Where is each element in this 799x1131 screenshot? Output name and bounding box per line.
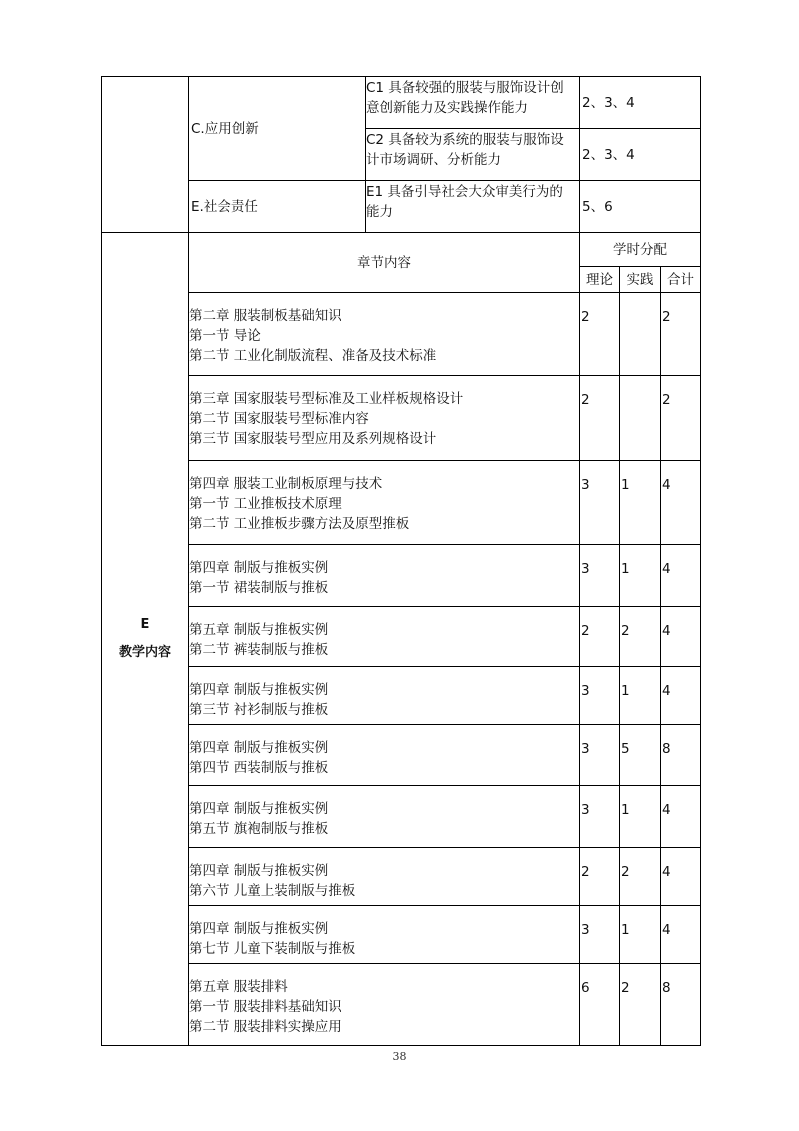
chapter-line: 第一节 服装排料基础知识 [189, 999, 342, 1015]
objective-group-name: E.社会责任 [189, 181, 366, 233]
objective-chapters: 2、3、4 [580, 77, 701, 129]
chapter-content [189, 786, 580, 848]
page-number: 38 [392, 1050, 407, 1063]
chapter-row [102, 786, 701, 848]
chapter-line: 第二节 工业推板步骤方法及原型推板 [189, 516, 410, 532]
practice-header: 实践 [620, 267, 661, 293]
chapter-line: 第一节 裙装制版与推板 [189, 580, 329, 596]
practice-hours [620, 376, 661, 461]
practice-hours: 1 [620, 545, 661, 607]
total-hours: 4 [661, 667, 701, 725]
objective-text [366, 181, 580, 233]
chapter-line: 第二节 裤装制版与推板 [189, 642, 329, 658]
total-hours: 4 [661, 906, 701, 964]
chapter-content [189, 964, 580, 1046]
chapter-row [102, 376, 701, 461]
theory-hours: 3 [580, 667, 620, 725]
teaching-label-letter: E [140, 617, 150, 632]
theory-hours: 3 [580, 786, 620, 848]
chapter-line: 第四章 制版与推板实例 [189, 863, 329, 879]
chapter-content [189, 461, 580, 545]
total-hours: 8 [661, 964, 701, 1046]
chapter-content [189, 545, 580, 607]
chapter-line: 第一节 导论 [189, 328, 261, 344]
chapter-line: 第三章 国家服装号型标准及工业样板规格设计 [189, 391, 464, 407]
chapter-row [102, 848, 701, 906]
teaching-header-row [102, 233, 701, 267]
chapter-line: 第三节 衬衫制版与推板 [189, 702, 329, 718]
chapter-row [102, 964, 701, 1046]
chapter-line: 第五节 旗袍制版与推板 [189, 821, 329, 837]
objective-line: C2 具备较为系统的服装与服饰设 [366, 132, 564, 148]
total-hours: 2 [661, 293, 701, 376]
chapter-line: 第四章 制版与推板实例 [189, 560, 329, 576]
theory-header: 理论 [580, 267, 620, 293]
objective-line: E1 具备引导社会大众审美行为的 [366, 184, 563, 200]
chapter-row [102, 461, 701, 545]
total-hours: 2 [661, 376, 701, 461]
chapter-line: 第四章 制版与推板实例 [189, 921, 329, 937]
chapter-row [102, 906, 701, 964]
chapter-line: 第二节 服装排料实操应用 [189, 1019, 342, 1035]
curriculum-table [101, 76, 701, 1046]
chapter-line: 第四章 服装工业制板原理与技术 [189, 476, 383, 492]
practice-hours [620, 293, 661, 376]
practice-hours: 2 [620, 848, 661, 906]
theory-hours: 2 [580, 293, 620, 376]
chapter-line: 第四节 西装制版与推板 [189, 760, 329, 776]
objective-row [102, 77, 701, 129]
theory-hours: 6 [580, 964, 620, 1046]
chapter-line: 第四章 制版与推板实例 [189, 740, 329, 756]
chapter-line: 第四章 制版与推板实例 [189, 682, 329, 698]
theory-hours: 3 [580, 725, 620, 786]
chapter-line: 第二章 服装制板基础知识 [189, 308, 342, 324]
chapter-content [189, 906, 580, 964]
theory-hours: 3 [580, 461, 620, 545]
theory-hours: 2 [580, 376, 620, 461]
practice-hours: 2 [620, 964, 661, 1046]
objective-chapters: 5、6 [580, 181, 701, 233]
practice-hours: 1 [620, 786, 661, 848]
chapter-content [189, 607, 580, 667]
chapter-content [189, 667, 580, 725]
practice-hours: 5 [620, 725, 661, 786]
total-hours: 4 [661, 848, 701, 906]
hours-header: 学时分配 [580, 233, 701, 267]
chapter-line: 第三节 国家服装号型应用及系列规格设计 [189, 431, 437, 447]
objective-row [102, 181, 701, 233]
chapter-line: 第一节 工业推板技术原理 [189, 496, 342, 512]
chapter-row [102, 293, 701, 376]
teaching-label-text: 教学内容 [118, 645, 171, 660]
chapter-content [189, 293, 580, 376]
total-hours: 4 [661, 786, 701, 848]
objectives-left-cell [102, 77, 189, 233]
chapter-line: 第五章 制版与推板实例 [189, 622, 329, 638]
objective-text [366, 129, 580, 181]
objective-chapters: 2、3、4 [580, 129, 701, 181]
total-hours: 8 [661, 725, 701, 786]
chapter-line: 第六节 儿童上装制版与推板 [189, 883, 356, 899]
objective-line: 能力 [366, 204, 393, 220]
chapter-content [189, 848, 580, 906]
chapter-line: 第二节 工业化制版流程、准备及技术标准 [189, 348, 437, 364]
theory-hours: 2 [580, 607, 620, 667]
objective-line: 意创新能力及实践操作能力 [366, 100, 528, 116]
objective-line: C1 具备较强的服装与服饰设计创 [366, 80, 564, 96]
practice-hours: 1 [620, 667, 661, 725]
chapter-line: 第五章 服装排料 [189, 979, 288, 995]
chapter-content [189, 376, 580, 461]
practice-hours: 1 [620, 906, 661, 964]
theory-hours: 2 [580, 848, 620, 906]
chapter-row [102, 607, 701, 667]
chapter-line: 第二节 国家服装号型标准内容 [189, 411, 369, 427]
total-header: 合计 [661, 267, 701, 293]
total-hours: 4 [661, 545, 701, 607]
theory-hours: 3 [580, 906, 620, 964]
practice-hours: 1 [620, 461, 661, 545]
total-hours: 4 [661, 607, 701, 667]
chapter-row [102, 545, 701, 607]
objective-group-name: C.应用创新 [189, 77, 366, 181]
chapter-line: 第七节 儿童下装制版与推板 [189, 941, 356, 957]
chapter-content [189, 725, 580, 786]
objective-text [366, 77, 580, 129]
content-header: 章节内容 [189, 233, 580, 293]
total-hours: 4 [661, 461, 701, 545]
chapter-line: 第四章 制版与推板实例 [189, 801, 329, 817]
chapter-row [102, 725, 701, 786]
practice-hours: 2 [620, 607, 661, 667]
teaching-label-cell [102, 233, 189, 1046]
objective-line: 计市场调研、分析能力 [366, 152, 501, 168]
theory-hours: 3 [580, 545, 620, 607]
chapter-row [102, 667, 701, 725]
